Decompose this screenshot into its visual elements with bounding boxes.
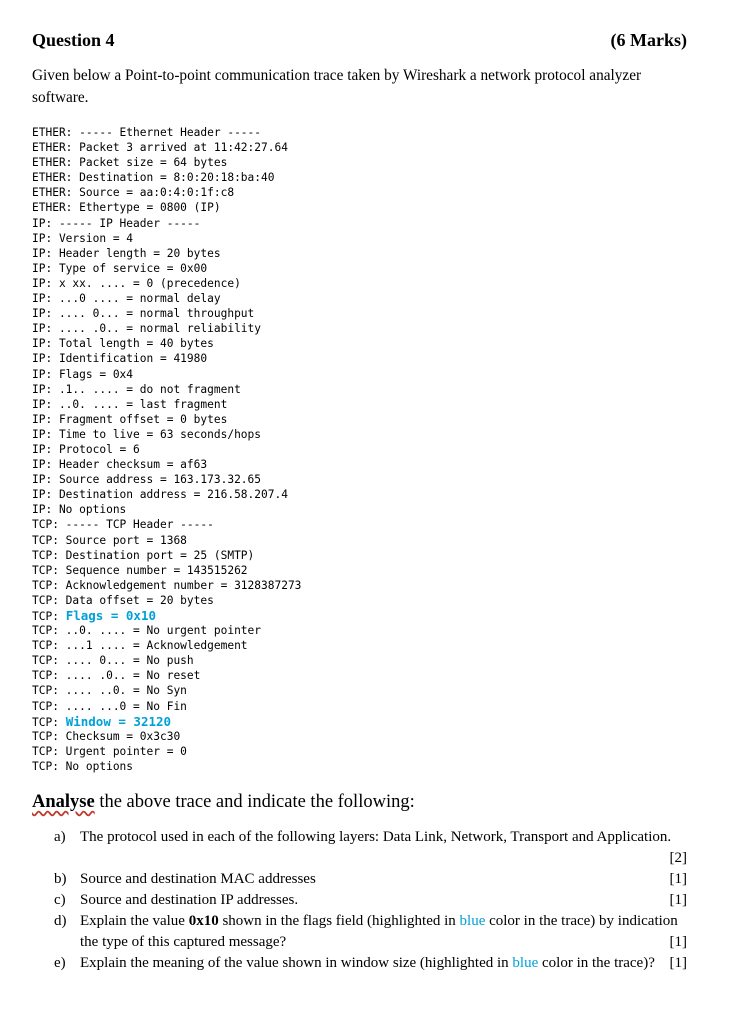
- analyse-heading: [32, 792, 687, 813]
- question-letter: c): [54, 892, 66, 909]
- wireshark-trace: [32, 125, 687, 774]
- trace-line: ETHER: Ethertype = 0800 (IP): [32, 201, 221, 215]
- trace-line: TCP: No options: [32, 759, 134, 773]
- trace-line: IP: Source address = 163.173.32.65: [32, 473, 262, 487]
- trace-line: TCP: Window = 32120: [32, 713, 172, 729]
- trace-line: IP: Fragment offset = 0 bytes: [32, 412, 228, 426]
- question-header: [32, 30, 687, 51]
- trace-line: IP: x xx. .... = 0 (precedence): [32, 276, 241, 290]
- analyse-rest: the above trace and indicate the following:: [94, 792, 415, 813]
- trace-line: IP: Total length = 40 bytes: [32, 337, 214, 351]
- analyse-keyword: Analyse: [32, 792, 95, 813]
- trace-line: IP: ----- IP Header -----: [32, 216, 201, 230]
- question-item-a: [54, 827, 687, 869]
- trace-line: TCP: .... .0.. = No reset: [32, 669, 201, 683]
- question-text: Explain the value: [80, 913, 189, 930]
- trace-line: TCP: Urgent pointer = 0: [32, 744, 187, 758]
- question-page: [32, 30, 687, 974]
- trace-line: IP: Flags = 0x4: [32, 367, 134, 381]
- trace-line: IP: Protocol = 6: [32, 442, 140, 456]
- question-list: [32, 827, 687, 974]
- question-letter: e): [54, 955, 66, 972]
- trace-line: IP: .... 0... = normal throughput: [32, 307, 255, 321]
- trace-line: ETHER: Packet 3 arrived at 11:42:27.64: [32, 141, 288, 155]
- question-title: Question 4: [32, 30, 115, 50]
- trace-line: ETHER: Destination = 8:0:20:18:ba:40: [32, 171, 275, 185]
- question-item-b: [54, 869, 687, 890]
- trace-line: TCP: Flags = 0x10: [32, 608, 156, 623]
- trace-line: IP: Header checksum = af63: [32, 458, 208, 472]
- trace-line: IP: Destination address = 216.58.207.4: [32, 488, 288, 502]
- blue-word: blue: [459, 913, 486, 930]
- trace-line: IP: ...0 .... = normal delay: [32, 292, 221, 306]
- question-mark: [1]: [669, 871, 687, 888]
- question-letter: a): [54, 829, 66, 846]
- blue-word: blue: [512, 955, 539, 972]
- trace-line: ETHER: Packet size = 64 bytes: [32, 156, 228, 170]
- trace-line: TCP: ----- TCP Header -----: [32, 518, 214, 532]
- question-letter: b): [54, 871, 67, 888]
- trace-line: TCP: ...1 .... = Acknowledgement: [32, 639, 248, 653]
- trace-line: TCP: Data offset = 20 bytes: [32, 593, 214, 607]
- trace-line: IP: Type of service = 0x00: [32, 261, 208, 275]
- question-text: Source and destination IP addresses.: [80, 892, 299, 909]
- question-item-d: [54, 911, 687, 953]
- trace-line: IP: Header length = 20 bytes: [32, 246, 221, 260]
- flags-value: 0x10: [188, 913, 219, 930]
- intro-text: Given below a Point-to-point communication trace taken by Wireshark a network protocol analyzer software.: [32, 67, 642, 106]
- trace-line: TCP: Acknowledgement number = 3128387273: [32, 578, 302, 592]
- trace-line: TCP: .... ..0. = No Syn: [32, 684, 187, 698]
- trace-line: IP: .1.. .... = do not fragment: [32, 382, 241, 396]
- question-letter: d): [54, 913, 67, 930]
- question-marks: (6 Marks): [610, 30, 687, 50]
- question-text: color in the trace)?: [538, 955, 655, 972]
- trace-line: IP: No options: [32, 503, 127, 517]
- question-text: shown in the flags field (highlighted in: [218, 913, 460, 930]
- trace-line: TCP: ..0. .... = No urgent pointer: [32, 624, 262, 638]
- question-text: Source and destination MAC addresses: [80, 871, 316, 888]
- trace-line: TCP: Sequence number = 143515262: [32, 563, 248, 577]
- question-item-e: [54, 953, 687, 974]
- question-mark: [1]: [669, 934, 687, 951]
- trace-line: IP: Time to live = 63 seconds/hops: [32, 427, 262, 441]
- question-text: The protocol used in each of the following layers: Data Link, Network, Transport and Application.: [80, 829, 672, 846]
- trace-line: ETHER: ----- Ethernet Header -----: [32, 126, 262, 139]
- trace-line: TCP: Checksum = 0x3c30: [32, 729, 181, 743]
- question-mark: [2]: [669, 850, 687, 867]
- trace-line: TCP: Destination port = 25 (SMTP): [32, 548, 255, 562]
- question-text: Explain the meaning of the value shown in window size (highlighted in: [80, 955, 513, 972]
- trace-line: IP: Version = 4: [32, 231, 134, 245]
- trace-line: TCP: Source port = 1368: [32, 533, 187, 547]
- question-mark: [1]: [669, 955, 687, 972]
- trace-line: TCP: .... ...0 = No Fin: [32, 699, 187, 713]
- question-text: color in the trace) by indication the type of this captured message?: [80, 913, 678, 951]
- question-mark: [1]: [669, 892, 687, 909]
- trace-line: IP: Identification = 41980: [32, 352, 208, 366]
- trace-line: IP: ..0. .... = last fragment: [32, 397, 228, 411]
- trace-line: IP: .... .0.. = normal reliability: [32, 322, 262, 336]
- question-item-c: [54, 890, 687, 911]
- trace-line: ETHER: Source = aa:0:4:0:1f:c8: [32, 186, 235, 200]
- trace-line: TCP: .... 0... = No push: [32, 654, 194, 668]
